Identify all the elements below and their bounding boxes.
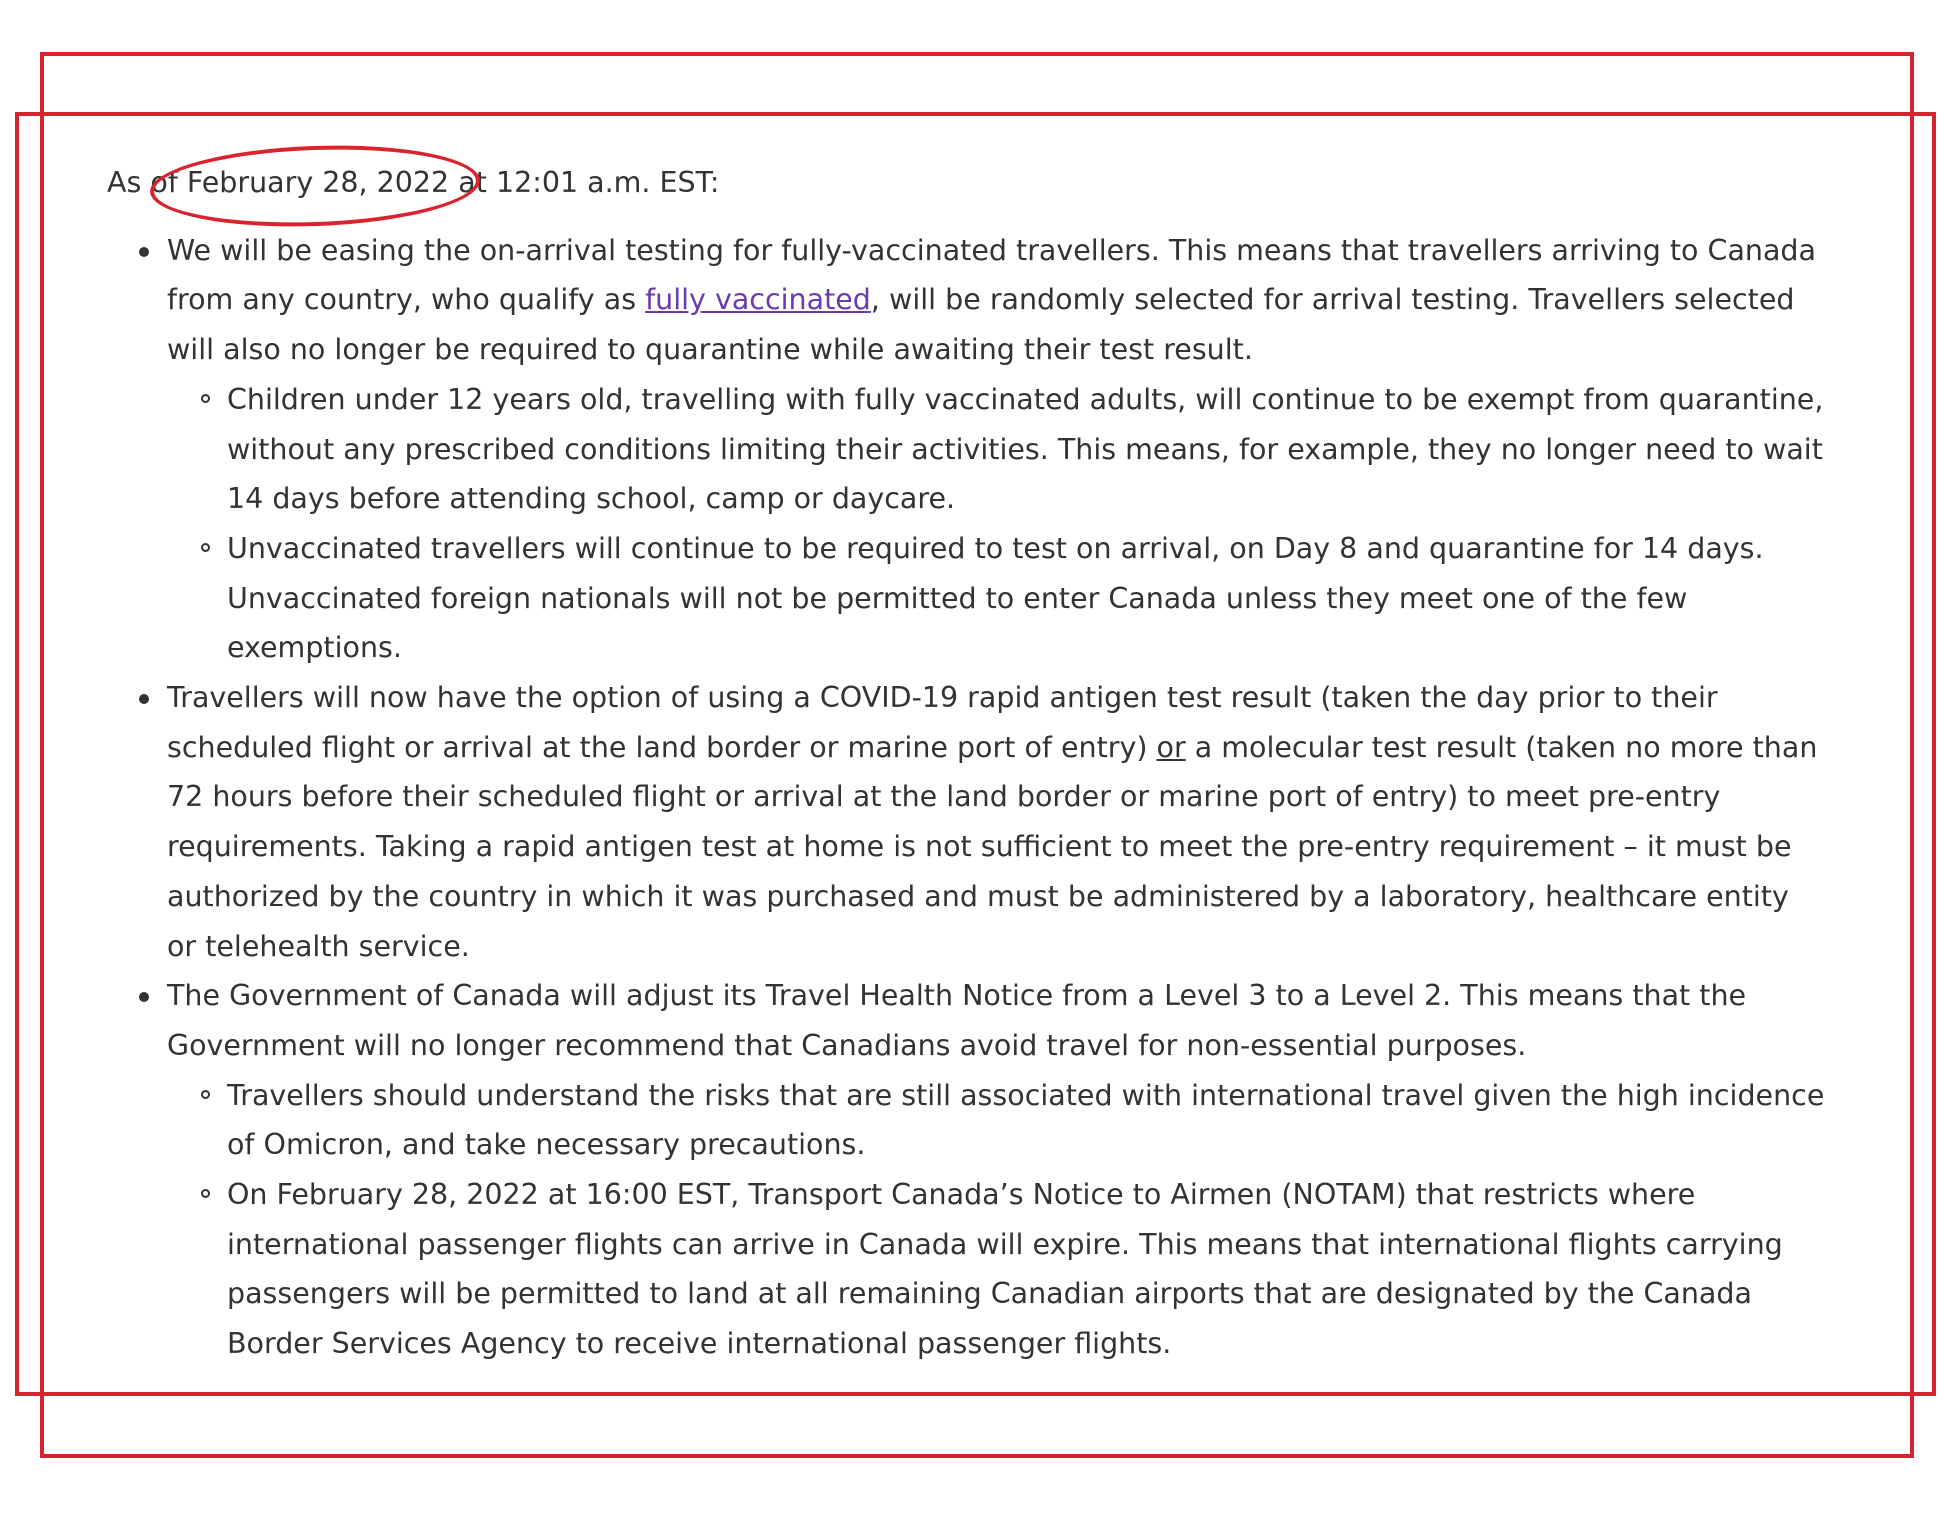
item1-text-start: We will be easing the on-arrival testing for fully-vaccinated travellers. This means that travellers arriving to Canada from any country, who qualify as (167, 233, 1816, 317)
sub-list (167, 375, 1827, 673)
sub-item-notam: On February 28, 2022 at 16:00 EST, Transport Canada’s Notice to Airmen (NOTAM) that restricts where international passenger flights can arrive in Canada will expire. This means that international flights carrying passengers will be permitted to land at all remaining Canadian airports that are designated by the Canada Border Services Agency to receive international passenger flights. (227, 1170, 1827, 1369)
sub-item-unvaccinated: Unvaccinated travellers will continue to be required to test on arrival, on Day 8 and quarantine for 14 days. Unvaccinated foreign nationals will not be permitted to enter Canada unless they meet one of the few exemptions. (227, 524, 1827, 673)
sub-item-omicron-risk: Travellers should understand the risks that are still associated with international travel given the high incidence of Omicron, and take necessary precautions. (227, 1071, 1827, 1170)
or-emphasis: or (1156, 730, 1186, 764)
item3-text: The Government of Canada will adjust its Travel Health Notice from a Level 3 to a Level 2. This means that the Government will no longer recommend that Canadians avoid travel for non-essential purposes. (167, 979, 1747, 1062)
sub-list (167, 1071, 1827, 1369)
intro-date-line: As of February 28, 2022 at 12:01 a.m. EST: (107, 166, 720, 199)
notice-content (107, 158, 1827, 1369)
list-item-travel-health-notice (167, 971, 1827, 1369)
item2-text-end: a molecular test result (taken no more than 72 hours before their scheduled flight or arrival at the land border or marine port of entry) to meet pre-entry requirements. Taking a rapid antigen test at home is not sufficient to meet the pre-entry requirement – it must be authorized by the country in which it was purchased and must be administered by a laboratory, healthcare entity or telehealth service. (167, 730, 1818, 963)
fully-vaccinated-link[interactable]: fully vaccinated (645, 283, 871, 317)
item2-text-start: Travellers will now have the option of using a COVID-19 rapid antigen test result (taken the day prior to their scheduled flight or arrival at the land border or marine port of entry) (167, 681, 1718, 764)
list-item-rapid-antigen (167, 673, 1827, 971)
bullet-list (107, 226, 1827, 1369)
list-item-arrival-testing (167, 226, 1827, 673)
sub-item-children: Children under 12 years old, travelling with fully vaccinated adults, will continue to be exempt from quarantine, without any prescribed conditions limiting their activities. This means, for example, they no longer need to wait 14 days before attending school, camp or daycare. (227, 375, 1827, 524)
item1-text-end: , will be randomly selected for arrival testing. Travellers selected will also no longer be required to quarantine while awaiting their test result. (167, 283, 1795, 367)
